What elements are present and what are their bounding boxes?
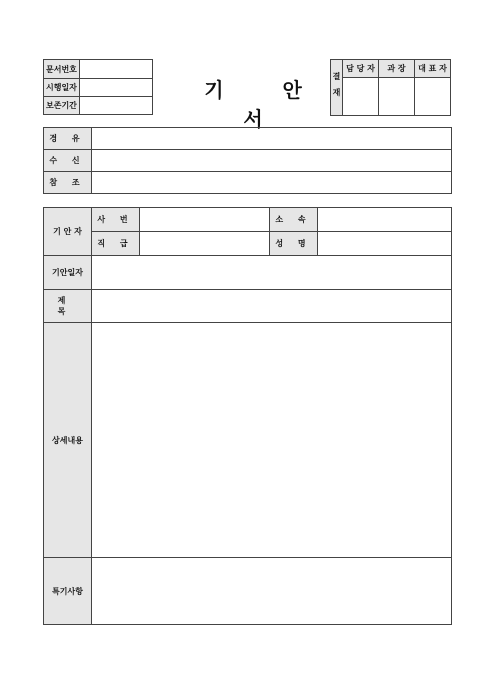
approval-sign-staff[interactable] <box>343 78 379 116</box>
emp-no-field[interactable] <box>140 208 270 232</box>
document-title: 기 안 서 <box>204 78 328 131</box>
approval-sign-ceo[interactable] <box>415 78 451 116</box>
rank-label: 직 급 <box>92 232 140 256</box>
subject-label: 제 목 <box>44 290 92 323</box>
name-label: 성 명 <box>270 232 318 256</box>
via-field[interactable] <box>92 128 452 150</box>
exec-date-field[interactable] <box>80 79 153 97</box>
approval-sign-manager[interactable] <box>379 78 415 116</box>
approval-role-ceo: 대 표 자 <box>415 60 451 78</box>
routing-table <box>43 127 452 194</box>
document-meta-table <box>43 59 153 115</box>
approval-box <box>330 59 451 116</box>
approval-role-staff: 담 당 자 <box>343 60 379 78</box>
approval-side-label: 결재 <box>331 60 343 116</box>
main-form-table <box>43 207 452 625</box>
details-field[interactable] <box>92 323 452 558</box>
retention-label: 보존기간 <box>44 97 80 115</box>
approval-role-manager: 과 장 <box>379 60 415 78</box>
doc-number-label: 문서번호 <box>44 60 80 79</box>
reference-field[interactable] <box>92 172 452 194</box>
name-field[interactable] <box>318 232 452 256</box>
draft-date-field[interactable] <box>92 256 452 290</box>
dept-label: 소 속 <box>270 208 318 232</box>
emp-no-label: 사 번 <box>92 208 140 232</box>
recipient-field[interactable] <box>92 150 452 172</box>
remarks-label: 특기사항 <box>44 558 92 625</box>
dept-field[interactable] <box>318 208 452 232</box>
retention-field[interactable] <box>80 97 153 115</box>
exec-date-label: 시행일자 <box>44 79 80 97</box>
recipient-label: 수 신 <box>44 150 92 172</box>
via-label: 경 유 <box>44 128 92 150</box>
rank-field[interactable] <box>140 232 270 256</box>
remarks-field[interactable] <box>92 558 452 625</box>
details-label: 상세내용 <box>44 323 92 558</box>
doc-number-field[interactable] <box>80 60 153 79</box>
subject-field[interactable] <box>92 290 452 323</box>
draft-date-label: 기안일자 <box>44 256 92 290</box>
reference-label: 참 조 <box>44 172 92 194</box>
drafter-section-label: 기 안 자 <box>44 208 92 256</box>
